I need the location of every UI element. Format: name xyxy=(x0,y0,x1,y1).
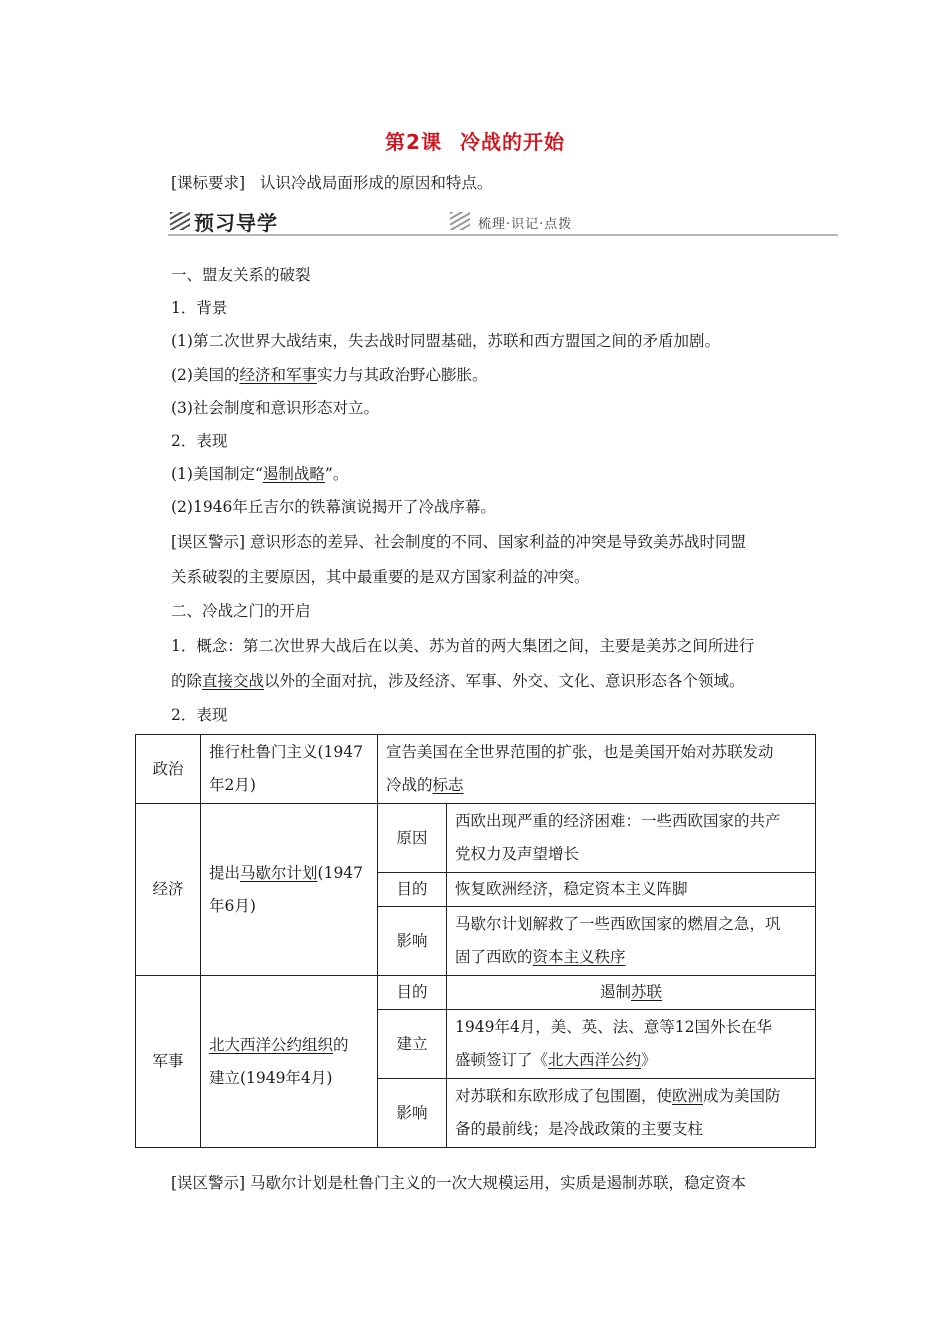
background-item-3: (3)社会制度和意识形态对立。 xyxy=(171,399,379,417)
underlined-term: 马歇尔计划 xyxy=(240,863,318,882)
sub-label-cell: 目的 xyxy=(378,976,447,1010)
background-item-1: (1)第二次世界大战结束，失去战时同盟基础，苏联和西方盟国之间的矛盾加剧。 xyxy=(171,332,720,350)
section1-heading: 一、盟友关系的破裂 xyxy=(171,266,311,284)
sub-content-cell: 对苏联和东欧形成了包围圈，使欧洲成为美国防 备的最前线；是冷战政策的主要支柱 xyxy=(447,1079,816,1148)
sub-content-cell: 马歇尔计划解救了一些西欧国家的燃眉之急，巩 固了西欧的资本主义秩序 xyxy=(447,907,816,976)
event-cell: 北大西洋公约组织的 建立(1949年4月) xyxy=(201,976,378,1148)
cold-war-table xyxy=(135,734,816,1148)
lesson-number: 第2课 xyxy=(385,130,442,154)
requirement-label: [课标要求] xyxy=(171,174,246,192)
background-heading: 1．背景 xyxy=(171,299,228,317)
underlined-term: 北大西洋公约组织 xyxy=(209,1035,334,1054)
banner-heading: 预习导学 xyxy=(194,211,278,235)
event-cell: 提出马歇尔计划(1947 年6月) xyxy=(201,804,378,976)
field-cell: 军事 xyxy=(136,976,201,1148)
performance-item-2: (2)1946年丘吉尔的铁幕演说揭开了冷战序幕。 xyxy=(171,498,496,516)
stripes-decoration-icon xyxy=(170,212,190,230)
misconception-warning-1a: [误区警示] 意识形态的差异、社会制度的不同、国家利益的冲突是导致美苏战时同盟 xyxy=(171,533,747,551)
underlined-term: 资本主义秩序 xyxy=(532,948,626,966)
page-title xyxy=(0,126,950,155)
underlined-term: 北大西洋公约 xyxy=(548,1051,642,1069)
requirement-text: 认识冷战局面形成的原因和特点。 xyxy=(259,174,493,192)
sub-label-cell: 影响 xyxy=(378,1079,447,1148)
sub-content-cell: 恢复欧洲经济，稳定资本主义阵脚 xyxy=(447,873,816,907)
stripes-decoration-icon xyxy=(450,212,470,230)
curriculum-requirement xyxy=(171,172,492,194)
sub-label-cell: 目的 xyxy=(378,873,447,907)
sub-label-cell: 原因 xyxy=(378,804,447,873)
section-banner xyxy=(168,206,838,236)
sub-label-cell: 影响 xyxy=(378,907,447,976)
banner-subtitle: 梳理·识记·点拨 xyxy=(478,217,573,232)
underlined-term: 经济和军事 xyxy=(239,366,317,384)
table-row-economy xyxy=(136,804,816,873)
concept-line-2: 的除直接交战以外的全面对抗，涉及经济、军事、外交、文化、意识形态各个领域。 xyxy=(171,672,745,690)
lesson-name: 冷战的开始 xyxy=(459,130,565,154)
sub-content-cell: 1949年4月，美、英、法、意等12国外长在华 盛顿签订了《北大西洋公约》 xyxy=(447,1010,816,1079)
underlined-term: 遏制战略 xyxy=(262,465,325,483)
performance-item-1: (1)美国制定“遏制战略”。 xyxy=(171,465,349,483)
event-cell: 推行杜鲁门主义(1947 年2月) xyxy=(201,735,378,804)
field-cell: 经济 xyxy=(136,804,201,976)
misconception-warning-2: [误区警示] 马歇尔计划是杜鲁门主义的一次大规模运用，实质是遏制苏联，稳定资本 xyxy=(171,1174,747,1192)
banner-divider xyxy=(168,234,838,236)
background-item-2: (2)美国的经济和军事实力与其政治野心膨胀。 xyxy=(171,366,488,384)
underlined-term: 直接交战 xyxy=(202,672,265,690)
underlined-term: 标志 xyxy=(432,776,464,794)
sub-content-cell: 遏制苏联 xyxy=(447,976,816,1010)
sub-content-cell: 西欧出现严重的经济困难：一些西欧国家的共产 党权力及声望增长 xyxy=(447,804,816,873)
concept-line-1: 1．概念：第二次世界大战后在以美、苏为首的两大集团之间，主要是美苏之间所进行 xyxy=(171,637,755,655)
section2-performance-heading: 2．表现 xyxy=(171,706,228,724)
section2-heading: 二、冷战之门的开启 xyxy=(171,602,311,620)
underlined-term: 苏联 xyxy=(631,983,663,1001)
description-cell: 宣告美国在全世界范围的扩张，也是美国开始对苏联发动 冷战的标志 xyxy=(378,735,816,804)
underlined-term: 欧洲 xyxy=(672,1087,704,1105)
table-row-politics xyxy=(136,735,816,804)
sub-label-cell: 建立 xyxy=(378,1010,447,1079)
performance-heading: 2．表现 xyxy=(171,432,228,450)
field-cell: 政治 xyxy=(136,735,201,804)
table-row-military xyxy=(136,976,816,1010)
misconception-warning-1b: 关系破裂的主要原因，其中最重要的是双方国家利益的冲突。 xyxy=(171,568,590,586)
